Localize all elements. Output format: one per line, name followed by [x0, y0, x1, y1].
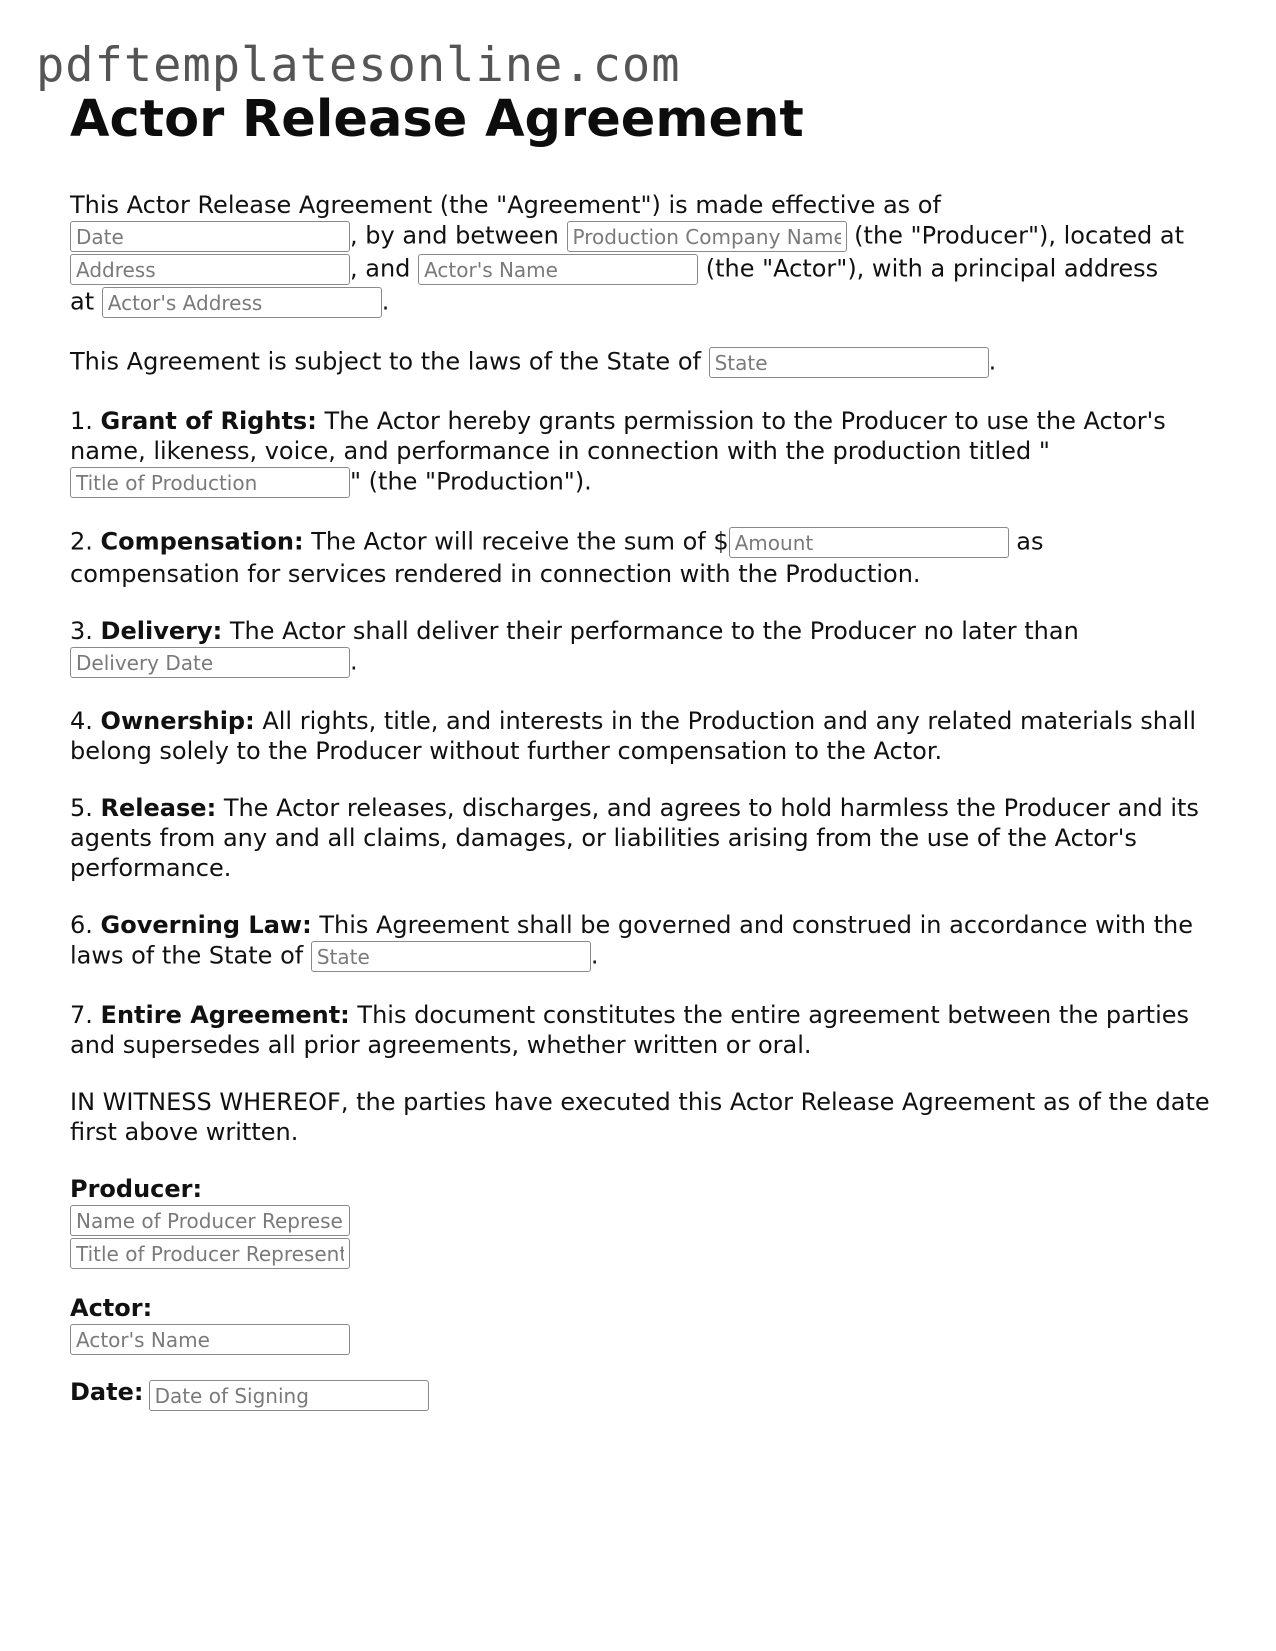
production-company-input[interactable] — [567, 221, 847, 252]
section-number: 1. — [70, 407, 93, 435]
intro-text-5: (the "Actor"), with a principal address — [705, 254, 1159, 283]
section-governing-law — [70, 910, 1220, 973]
section-delivery — [70, 616, 1220, 679]
section-text: All rights, title, and interests in the Production and any related materials shall belong solely to the Producer without further compensation to the Actor. — [70, 707, 1196, 765]
section-number: 3. — [70, 617, 93, 645]
law-text: This Agreement is subject to the laws of the State of — [70, 347, 701, 376]
section-heading: Grant of Rights: — [100, 407, 317, 435]
section-text-end: " (the "Production"). — [350, 467, 592, 496]
page-title: Actor Release Agreement — [70, 90, 804, 149]
actor-signature-block — [70, 1293, 1220, 1355]
section-text: The Actor will receive the sum of $ — [311, 527, 729, 556]
witness-paragraph: IN WITNESS WHEREOF, the parties have executed this Actor Release Agreement as of the date first above written. — [70, 1088, 1210, 1146]
law-period: . — [988, 347, 997, 376]
section-text-end: . — [350, 647, 358, 676]
section-text: The Actor releases, discharges, and agrees to hold harmless the Producer and its agents from any and all claims, damages, or liabilities arising from the use of the Actor's performance. — [70, 794, 1199, 882]
signing-date-input[interactable] — [149, 1380, 429, 1411]
intro-text-7: . — [381, 287, 390, 316]
section-text-end: as compensation for services rendered in connection with the Production. — [70, 527, 1044, 588]
section-number: 6. — [70, 911, 93, 939]
intro-text-4: , and — [350, 254, 411, 283]
producer-signature-block — [70, 1174, 1220, 1269]
section-ownership — [70, 706, 1220, 766]
section-heading: Release: — [100, 794, 217, 822]
section-heading: Ownership: — [100, 707, 255, 735]
document-page — [70, 84, 1220, 1412]
actor-name-input[interactable] — [418, 254, 698, 285]
actor-label: Actor: — [70, 1294, 153, 1322]
section-text: The Actor shall deliver their performance to the Producer no later than — [229, 617, 1079, 645]
intro-text-6: at — [70, 287, 95, 316]
actor-signature-name-input[interactable] — [70, 1324, 350, 1355]
section-text-end: . — [590, 941, 599, 970]
producer-address-input[interactable] — [70, 254, 350, 285]
section-number: 5. — [70, 794, 93, 822]
section-text: This Agreement shall be governed and construed in accordance with the laws of the State of — [70, 911, 1194, 970]
intro-text-1: This Actor Release Agreement (the "Agreement") is made effective as of — [70, 191, 941, 219]
watermark: pdftemplatesonline.com — [36, 38, 681, 93]
state-input[interactable] — [709, 347, 989, 378]
section-number: 2. — [70, 527, 93, 556]
section-heading: Compensation: — [100, 527, 304, 556]
section-heading: Delivery: — [100, 617, 223, 645]
effective-date-input[interactable] — [70, 221, 350, 252]
producer-rep-title-input[interactable] — [70, 1238, 350, 1269]
section-heading: Entire Agreement: — [100, 1001, 350, 1029]
intro-text-3: (the "Producer"), located at — [854, 221, 1185, 250]
section-number: 4. — [70, 707, 93, 735]
governing-state-input[interactable] — [311, 941, 591, 972]
section-text: The Actor hereby grants permission to the Producer to use the Actor's name, likeness, voice, and performance in connection with the production titled " — [70, 407, 1166, 465]
date-label: Date: — [70, 1378, 144, 1406]
intro-paragraph — [70, 190, 1220, 319]
actor-address-input[interactable] — [102, 287, 382, 318]
section-heading: Governing Law: — [100, 911, 312, 939]
intro-text-2: , by and between — [350, 221, 559, 250]
law-paragraph — [70, 346, 1220, 379]
section-grant-of-rights — [70, 406, 1220, 499]
section-text: This document constitutes the entire agreement between the parties and supersedes all prior agreements, whether written or oral. — [70, 1001, 1190, 1059]
amount-input[interactable] — [729, 527, 1009, 558]
production-title-input[interactable] — [70, 467, 350, 498]
date-signature-block — [70, 1377, 1220, 1412]
section-entire-agreement — [70, 1000, 1220, 1060]
delivery-date-input[interactable] — [70, 647, 350, 678]
producer-label: Producer: — [70, 1175, 203, 1203]
section-compensation — [70, 526, 1220, 589]
producer-rep-name-input[interactable] — [70, 1205, 350, 1236]
section-release — [70, 793, 1220, 883]
section-number: 7. — [70, 1001, 93, 1029]
